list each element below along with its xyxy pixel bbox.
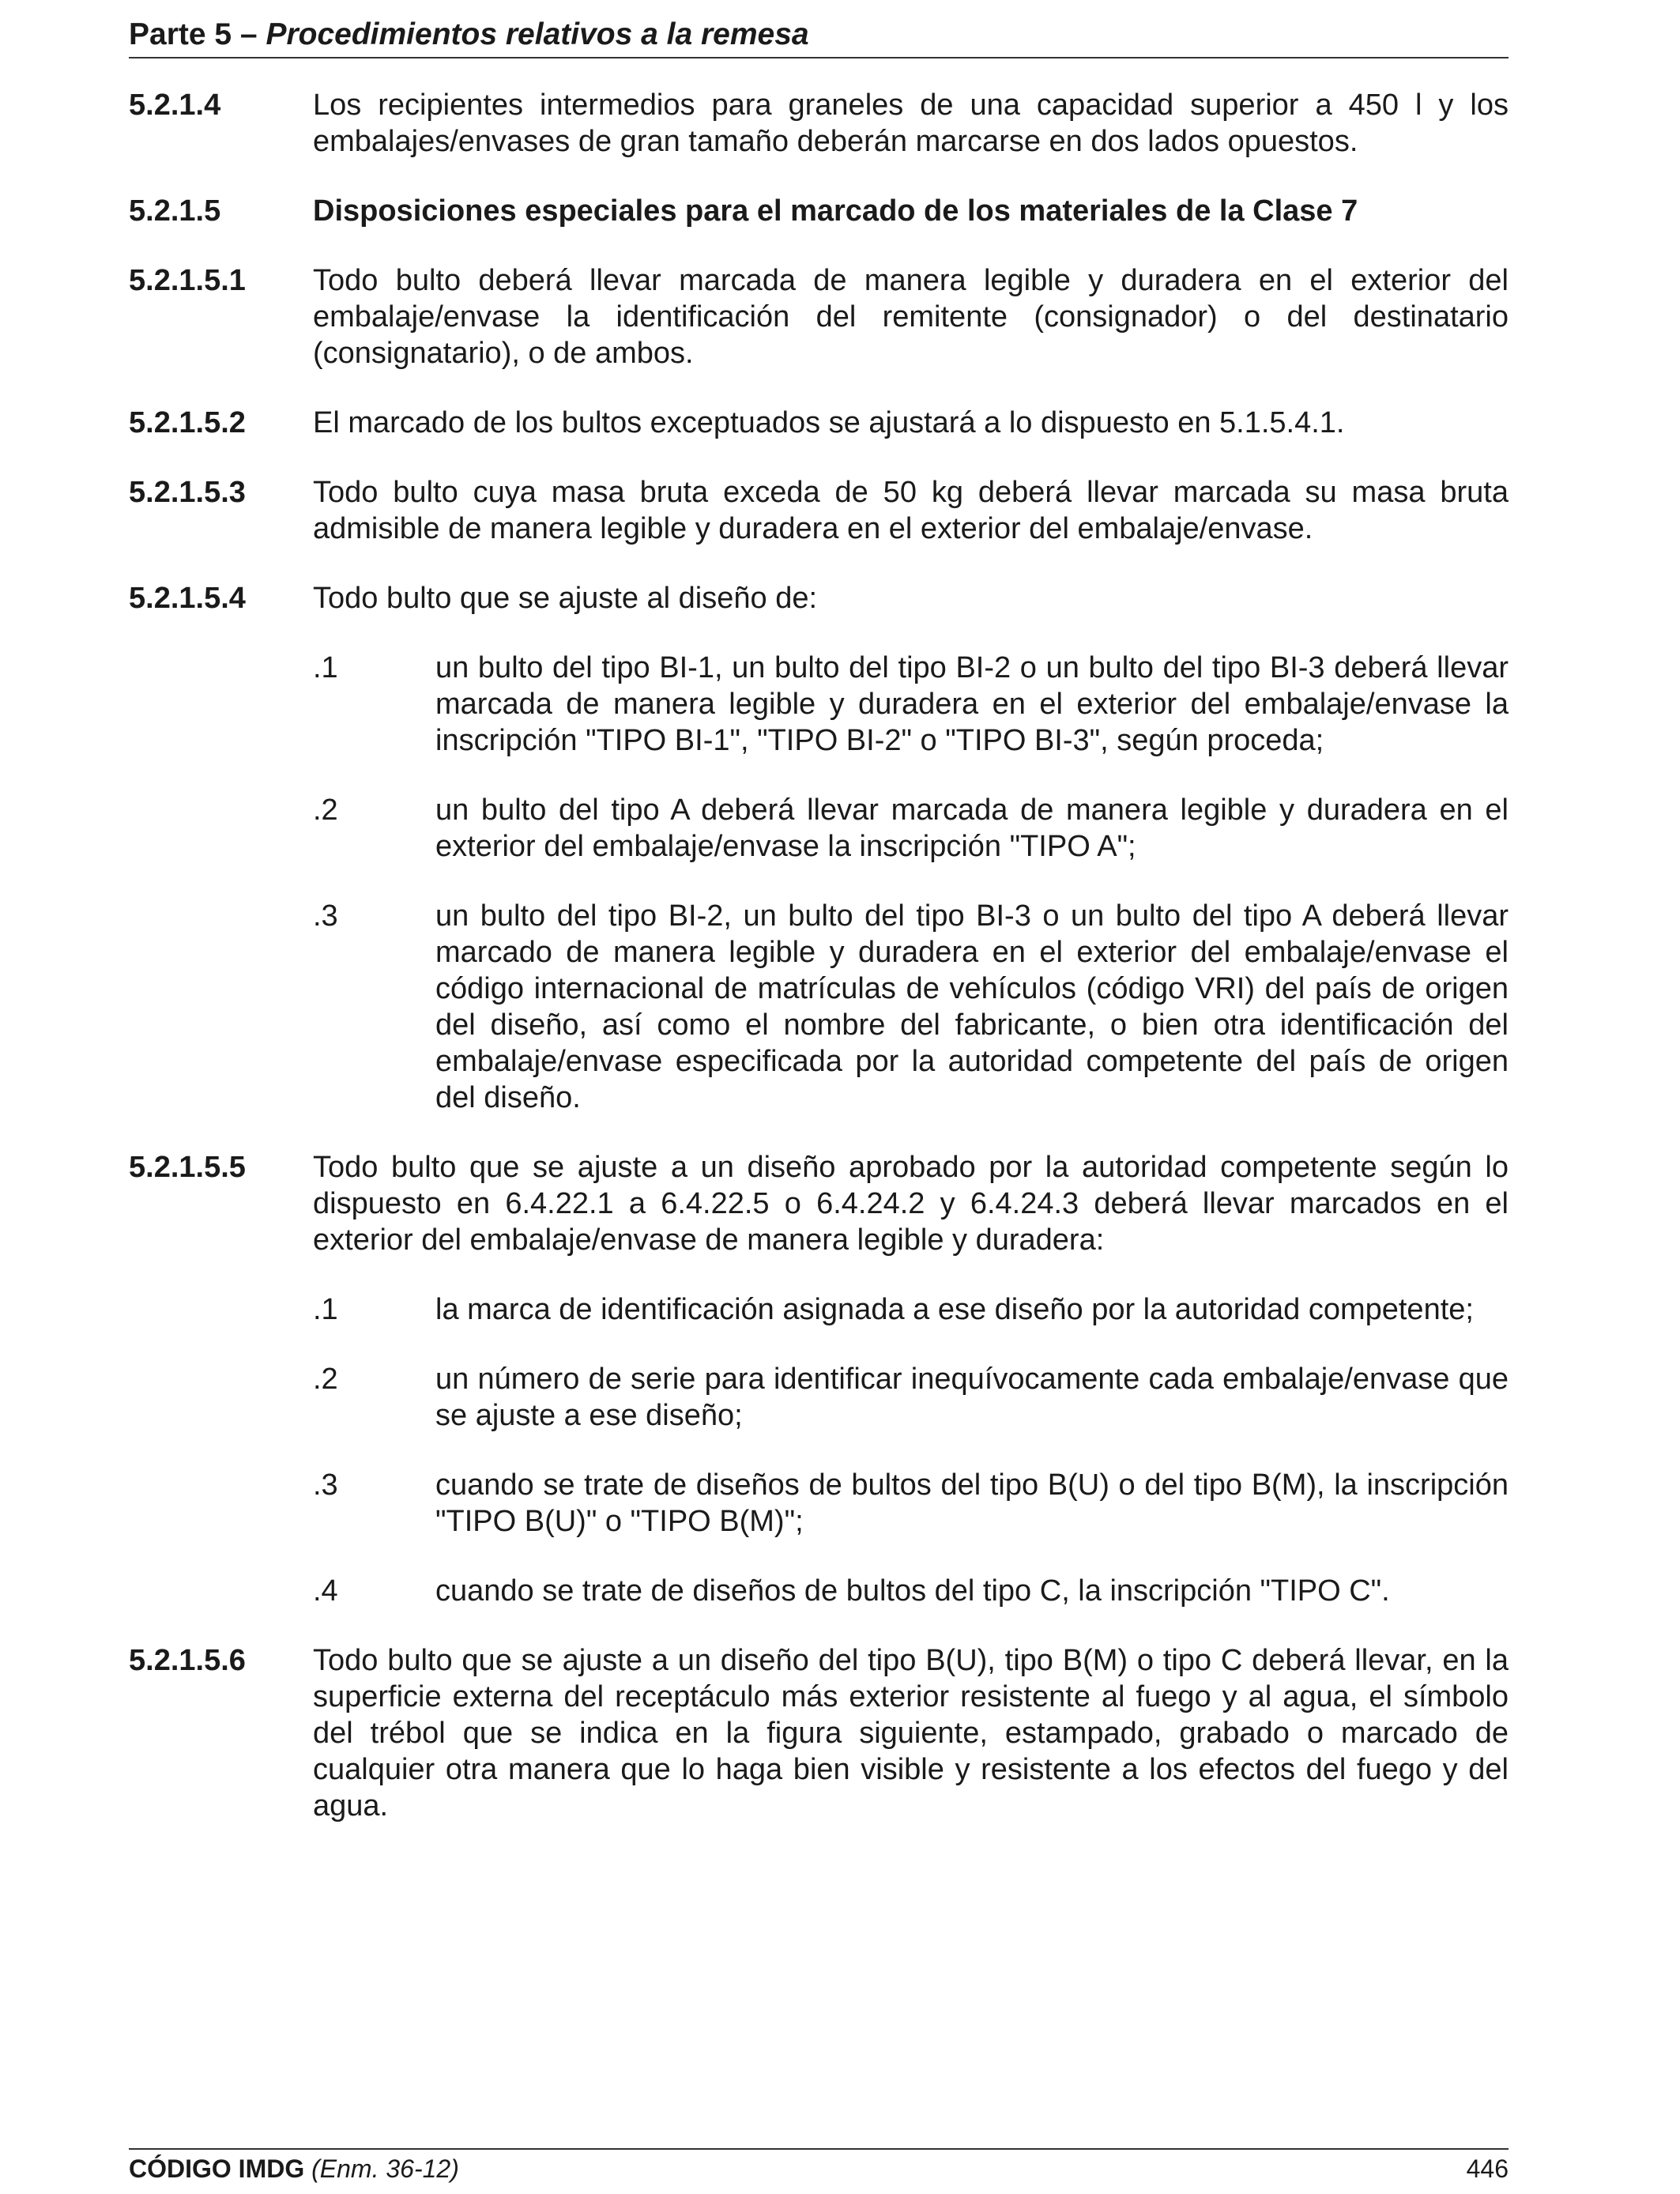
header-part: Parte 5 – bbox=[129, 17, 258, 51]
section-number: 5.2.1.5.2 bbox=[129, 406, 246, 439]
list-item-number: .2 bbox=[313, 1363, 338, 1396]
list-item-number: .4 bbox=[313, 1574, 338, 1608]
list-item-text: cuando se trate de diseños de bultos del tipo C, la inscripción "TIPO C". bbox=[435, 1574, 1390, 1608]
list-item-number: .3 bbox=[313, 1468, 338, 1502]
section-text: Todo bulto que se ajuste al diseño de: bbox=[313, 582, 818, 615]
list-item-text: un número de serie para identificar inequívocamente cada embalaje/envase que se ajuste a ese diseño; bbox=[435, 1363, 1509, 1432]
list-item-number: .2 bbox=[313, 794, 338, 827]
section-text: Los recipientes intermedios para graneles de una capacidad superior a 450 l y los embalajes/envases de gran tamaño deberán marcarse en dos lados opuestos. bbox=[313, 89, 1509, 158]
section-5-2-1-5-2 bbox=[129, 405, 1509, 441]
list-item bbox=[313, 1361, 1509, 1434]
list-item bbox=[313, 650, 1509, 759]
section-body bbox=[313, 405, 1509, 441]
section-body bbox=[313, 474, 1509, 547]
list-item bbox=[313, 1291, 1509, 1328]
section-5-2-1-5-3 bbox=[129, 474, 1509, 547]
section-number: 5.2.1.5.1 bbox=[129, 264, 246, 297]
header-title: Procedimientos relativos a la remesa bbox=[266, 17, 809, 51]
section-body bbox=[313, 262, 1509, 371]
list-item-text: un bulto del tipo BI-2, un bulto del tipo BI-3 o un bulto del tipo A deberá llevar marcado de manera legible y duradera en el exterior del embalaje/envase el código internacional de matrículas de vehículos (código VRI) del país de origen del diseño, así como el nombre del fabricante, o bien otra identificación del embalaje/envase especificada por la autoridad competente del país de origen del diseño. bbox=[435, 899, 1509, 1114]
list-item bbox=[313, 1467, 1509, 1540]
section-5-2-1-4 bbox=[129, 87, 1509, 160]
section-body bbox=[313, 87, 1509, 160]
document-body bbox=[129, 87, 1509, 1857]
list-item-text: un bulto del tipo A deberá llevar marcada de manera legible y duradera en el exterior del embalaje/envase la inscripción "TIPO A"; bbox=[435, 794, 1509, 863]
section-text: Todo bulto que se ajuste a un diseño del tipo B(U), tipo B(M) o tipo C deberá llevar, en la superficie externa del receptáculo más exterior resistente al fuego y al agua, el símbolo del trébol que se indica en la figura siguiente, estampado, grabado o marcado de cualquier otra manera que lo haga bien visible y resistente a los efectos del fuego y del agua. bbox=[313, 1644, 1509, 1823]
section-5-2-1-5-1 bbox=[129, 262, 1509, 371]
section-5-2-1-5-4 bbox=[129, 580, 1509, 1116]
section-number: 5.2.1.5.3 bbox=[129, 476, 246, 509]
footer-left bbox=[129, 2153, 459, 2185]
list-item bbox=[313, 1573, 1509, 1609]
list-item-text: la marca de identificación asignada a ese diseño por la autoridad competente; bbox=[435, 1293, 1474, 1326]
page-footer bbox=[129, 2148, 1509, 2185]
page-header bbox=[129, 14, 1509, 58]
section-body bbox=[313, 580, 1509, 1116]
footer-title: CÓDIGO IMDG bbox=[129, 2154, 305, 2183]
section-text: Todo bulto que se ajuste a un diseño aprobado por la autoridad competente según lo dispuesto en 6.4.22.1 a 6.4.22.5 o 6.4.24.2 y 6.4.24.3 deberá llevar marcados en el exterior del embalaje/envase de manera legible y duradera: bbox=[313, 1151, 1509, 1257]
section-text: Todo bulto cuya masa bruta exceda de 50 kg deberá llevar marcada su masa bruta admisible de manera legible y duradera en el exterior del embalaje/envase. bbox=[313, 476, 1509, 545]
section-number: 5.2.1.5.5 bbox=[129, 1151, 246, 1184]
list-item-text: un bulto del tipo BI-1, un bulto del tipo BI-2 o un bulto del tipo BI-3 deberá llevar marcada de manera legible y duradera en el exterior del embalaje/envase la inscripción "TIPO BI-1", "TIPO BI-2" o "TIPO BI-3", según proceda; bbox=[435, 651, 1509, 757]
section-number: 5.2.1.5 bbox=[129, 194, 221, 228]
section-number: 5.2.1.4 bbox=[129, 89, 221, 122]
section-5-2-1-5-5 bbox=[129, 1149, 1509, 1609]
list-item-number: .3 bbox=[313, 899, 338, 933]
section-body bbox=[313, 193, 1509, 229]
section-text: Disposiciones especiales para el marcado de los materiales de la Clase 7 bbox=[313, 194, 1358, 228]
list-item bbox=[313, 792, 1509, 865]
list-item-number: .1 bbox=[313, 1293, 338, 1326]
section-number: 5.2.1.5.4 bbox=[129, 582, 246, 615]
section-text: Todo bulto deberá llevar marcada de manera legible y duradera en el exterior del embalaje/envase la identificación del remitente (consignador) o del destinatario (consignatario), o de ambos. bbox=[313, 264, 1509, 370]
section-body bbox=[313, 1642, 1509, 1824]
section-5-2-1-5-6 bbox=[129, 1642, 1509, 1824]
section-body bbox=[313, 1149, 1509, 1609]
section-number: 5.2.1.5.6 bbox=[129, 1644, 246, 1677]
section-5-2-1-5 bbox=[129, 193, 1509, 229]
page-number: 446 bbox=[1466, 2154, 1509, 2183]
section-text: El marcado de los bultos exceptuados se ajustará a lo dispuesto en 5.1.5.4.1. bbox=[313, 406, 1345, 439]
list-item bbox=[313, 898, 1509, 1116]
list-item-number: .1 bbox=[313, 651, 338, 684]
list-item-text: cuando se trate de diseños de bultos del tipo B(U) o del tipo B(M), la inscripción "TIPO B(U)" o "TIPO B(M)"; bbox=[435, 1468, 1509, 1538]
footer-amendment: (Enm. 36-12) bbox=[311, 2154, 459, 2183]
